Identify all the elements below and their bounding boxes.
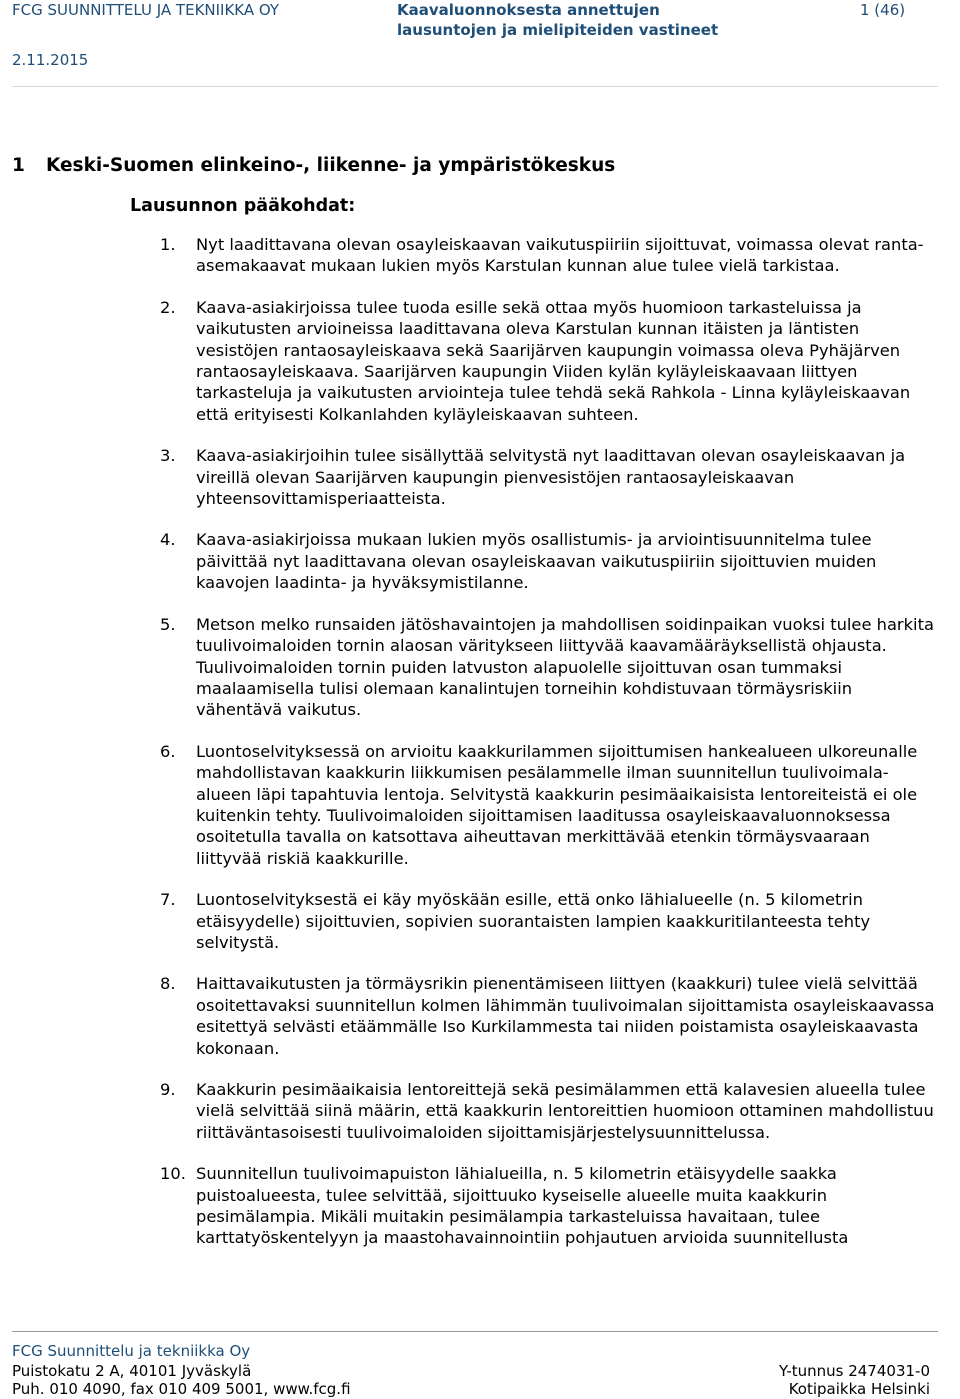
item-text: Kaakkurin pesimäaikaisia lentoreittejä sekä pesimälammen että kalavesien alueella tulee vielä selvittää siinä määrin, että kaakkurin lentoreittien huomioon ottaminen mahdollistuu riittäväntasoisesti tuulivoimaloiden sijoittamisjärjestelysuunnittelussa.: [196, 1080, 934, 1142]
list-item: [160, 889, 936, 953]
item-text: Nyt laadittavana olevan osayleiskaavan vaikutuspiiriin sijoittuvat, voimassa olevat ranta-asemakaavat mukaan lukien myös Karstulan kunnan alue tulee vielä tarkistaa.: [196, 235, 924, 276]
item-number: 7.: [160, 890, 176, 910]
item-text: Suunnitellun tuulivoimapuiston lähialueilla, n. 5 kilometrin etäisyydelle saakka puistoalueesta, tulee selvittää, sijoittuuko kyseiselle alueelle muita kaakkurin pesimälampia. Mikäli muitakin pesimälampia tarkasteluissa havaitaan, tulee karttatyöskentelyyn ja maastohavainnointiin pohjautuen arvioida suunnitellusta: [196, 1164, 849, 1248]
item-number: 10.: [160, 1164, 186, 1184]
item-number: 9.: [160, 1080, 176, 1099]
item-number: 1.: [160, 235, 176, 254]
page-footer: [12, 1331, 938, 1398]
footer-domicile: Kotipaikka Helsinki: [788, 1380, 930, 1398]
list-item: [160, 529, 936, 593]
list-item: [160, 445, 936, 509]
list-item: [160, 614, 936, 721]
footer-address: Puistokatu 2 A, 40101 Jyväskylä: [12, 1362, 252, 1380]
header-page-number: 1 (46): [860, 1, 906, 19]
item-text: Kaava-asiakirjoissa tulee tuoda esille sekä ottaa myös huomioon tarkasteluissa ja vaikutusten arvioineissa laadittavana oleva Karstulan kunnan itäisten ja läntisten vesistöjen rantaosayleiskaava sekä Saarijärven kaupungin voimassa oleva Pyhäjärven rantaosayleiskaava. Saarijärven kaupungin Viiden kylän kyläyleiskaavaan liittyen tarkasteluja ja vaikutusten arviointeja tulee tehdä sekä Rahkola - Linna kyläyleiskaavan että erityisesti Kolkanlahden kyläyleiskaavan suhteen.: [196, 297, 911, 424]
footer-contact: Puh. 010 4090, fax 010 409 5001, www.fcg.fi: [12, 1380, 351, 1398]
item-text: Metson melko runsaiden jätöshavaintojen ja mahdollisen soidinpaikan vuoksi tulee harkita tuulivoimaloiden tornin alaosan väritykseen liittyvää kaavamääräyksellistä ohjausta. Tuulivoimaloiden tornin puiden latvuston alapuolelle sijoittuvan osan tummaksi maalaamisella tulisi olemaan kanalintujen torneihin kohdistuvaan törmäysriskiin vähentävä vaikutus.: [196, 614, 934, 720]
item-number: 8.: [160, 974, 176, 994]
item-number: 3.: [160, 446, 176, 466]
item-number: 6.: [160, 741, 176, 761]
item-text: Kaava-asiakirjoihin tulee sisällyttää selvitystä nyt laadittavan olevan osayleiskaavan ja vireillä olevan Saarijärven kaupungin pienvesistöjen rantaosayleiskaavan yhteensovittamisperiaatteista.: [196, 446, 906, 509]
section-title: Keski-Suomen elinkeino-, liikenne- ja ympäristökeskus: [46, 155, 616, 176]
list-item: [160, 741, 936, 869]
item-number: 2.: [160, 297, 176, 317]
item-text: Kaava-asiakirjoissa mukaan lukien myös osallistumis- ja arviointisuunnitelma tulee päivittää nyt laadittavana olevan osayleiskaavan vaikutuspiiriin sijoittuvien muiden kaavojen laadinta- ja hyväksymistilanne.: [196, 530, 877, 593]
statement-list: [160, 234, 936, 1269]
header-company: FCG SUUNNITTELU JA TEKNIIKKA OY: [12, 1, 280, 19]
list-item: [160, 973, 936, 1059]
list-item: [160, 1163, 936, 1249]
header-divider: [12, 86, 938, 87]
footer-divider: [12, 1331, 938, 1332]
item-number: 5.: [160, 614, 176, 634]
header-date: 2.11.2015: [12, 51, 89, 69]
header-document-title: Kaavaluonnoksesta annettujen lausuntojen ja mielipiteiden vastineet: [397, 1, 719, 39]
item-text: Haittavaikutusten ja törmäysrikin pienentämiseen liittyen (kaakkuri) tulee vielä selvittää osoitettavaksi suunnitellun kolmen lähimmän tuulivoimalan sijoittamista osayleiskaavassa esitettyä selvästi etäämmälle Iso Kurkilammesta tai niiden poistamista osayleiskaavasta kokonaan.: [196, 974, 935, 1058]
item-text: Luontoselvityksestä ei käy myöskään esille, että onko lähialueelle (n. 5 kilometrin etäisyydelle) sijoittuvien, sopivien suorantaisten lampien kaakkuritilanteesta tehty selvitystä.: [196, 890, 871, 952]
section-number: 1: [12, 155, 25, 176]
footer-company: FCG Suunnittelu ja tekniikka Oy: [12, 1342, 251, 1360]
footer-business-id: Y-tunnus 2474031-0: [778, 1362, 930, 1380]
section-heading: [12, 154, 615, 178]
list-item: [160, 297, 936, 425]
list-item: [160, 1079, 936, 1143]
list-item: [160, 234, 936, 277]
item-text: Luontoselvityksessä on arvioitu kaakkurilammen sijoittumisen hankealueen ulkoreunalle mahdollistavan kaakkurin liikkumisen pesälammelle ilman suunnitellun tuulivoimala-alueen läpi tapahtuvia lentoja. Selvitystä kaakkurin pesimäaikaisista lentoreiteistä ei ole kuitenkin tehty. Tuulivoimaloiden sijoittamisen laaditussa osayleiskaavaluonnoksessa osoitetulla tavalla on katsottava aiheuttavan merkittävää etenkin törmäysvaaraan liittyvää riskiä kaakkurille.: [196, 741, 918, 868]
subheading: Lausunnon pääkohdat:: [130, 196, 356, 216]
item-number: 4.: [160, 530, 176, 550]
